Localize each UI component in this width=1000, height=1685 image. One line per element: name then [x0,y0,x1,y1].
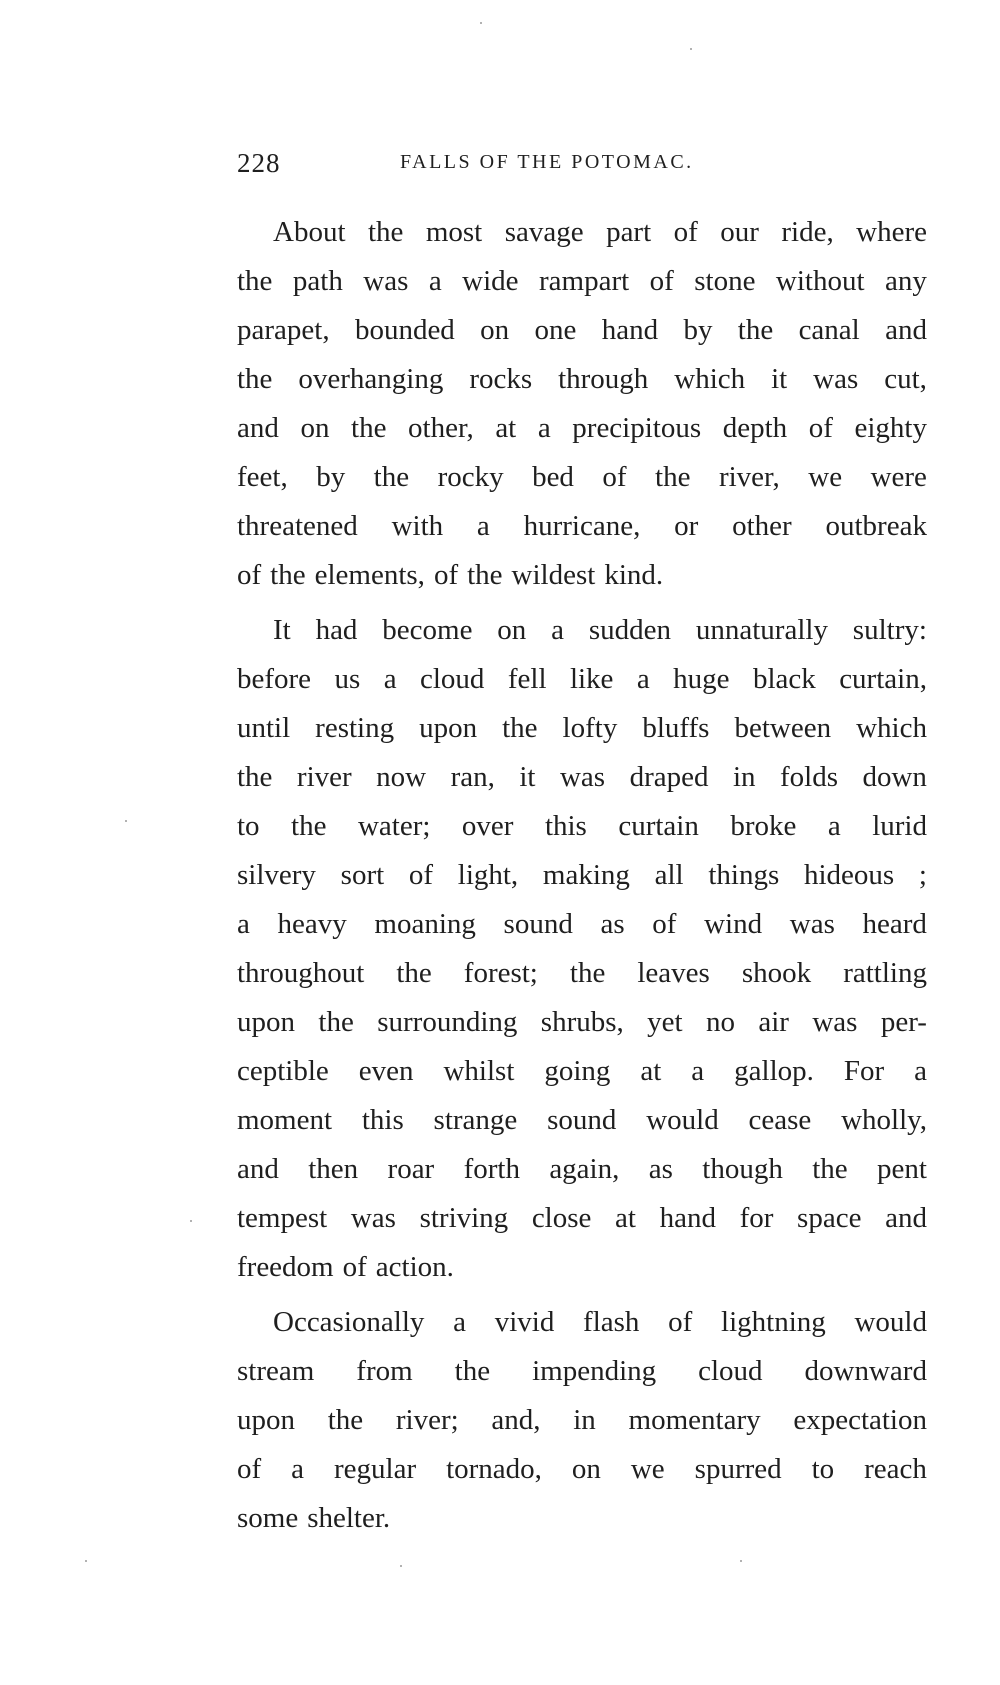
body-text [237,208,927,1549]
paper-speck [85,1560,87,1562]
text-line: feet, by the rocky bed of the river, we were [237,461,927,493]
text-line: ceptible even whilst going at a gallop. For a [237,1055,927,1087]
text-line: silvery sort of light, making all things hideous ; [237,859,927,891]
paper-speck [690,48,692,50]
paper-speck [740,1560,742,1562]
text-line: upon the surrounding shrubs, yet no air was per- [237,1006,927,1038]
text-line: freedom of action. [237,1251,454,1283]
text-line: of the elements, of the wildest kind. [237,559,664,591]
text-line: and then roar forth again, as though the pent [237,1153,927,1185]
text-line: and on the other, at a precipitous depth of eighty [237,412,927,444]
running-head [237,148,927,188]
text-line: It had become on a sudden unnaturally sultry: [273,614,927,646]
text-line: moment this strange sound would cease wholly, [237,1104,927,1136]
paper-speck [190,1220,192,1222]
text-line: some shelter. [237,1502,391,1534]
paper-speck [480,22,482,24]
text-line: stream from the impending cloud downward [237,1355,927,1387]
text-line: About the most savage part of our ride, where [273,216,927,248]
text-line: of a regular tornado, on we spurred to reach [237,1453,927,1485]
text-line: parapet, bounded on one hand by the canal and [237,314,927,346]
text-line: the river now ran, it was draped in folds down [237,761,927,793]
text-line: to the water; over this curtain broke a lurid [237,810,927,842]
page-number: 228 [237,148,281,178]
text-line: Occasionally a vivid flash of lightning would [273,1306,927,1338]
paper-speck [400,1565,402,1567]
text-line: upon the river; and, in momentary expectation [237,1404,927,1436]
text-line: until resting upon the lofty bluffs between which [237,712,927,744]
text-line: the path was a wide rampart of stone without any [237,265,927,297]
text-line: before us a cloud fell like a huge black curtain, [237,663,927,695]
text-line: throughout the forest; the leaves shook rattling [237,957,927,989]
text-line: a heavy moaning sound as of wind was heard [237,908,927,940]
text-line: the overhanging rocks through which it was cut, [237,363,927,395]
running-head-title: FALLS OF THE POTOMAC. [400,151,694,173]
text-line: tempest was striving close at hand for space and [237,1202,927,1234]
paragraph [237,208,927,600]
paragraph [237,1298,927,1543]
paper-speck [125,820,127,822]
paragraph [237,606,927,1292]
text-line: threatened with a hurricane, or other outbreak [237,510,927,542]
